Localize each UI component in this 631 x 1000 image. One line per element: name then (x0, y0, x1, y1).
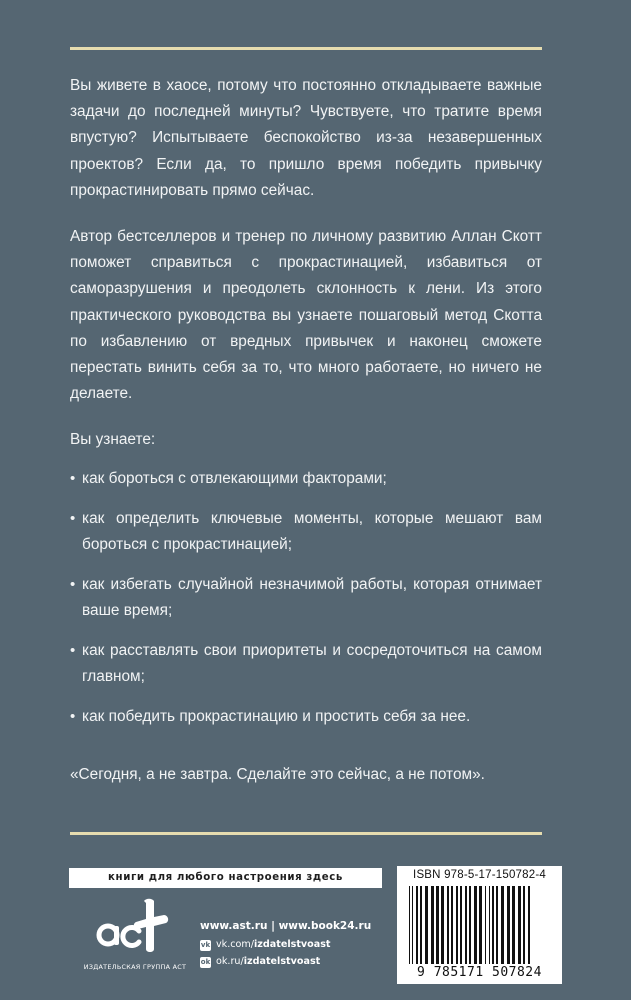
bullet-icon: • (70, 708, 76, 725)
bottom-rule (70, 832, 542, 835)
barcode-bar (431, 886, 434, 964)
benefits-list (70, 466, 542, 744)
list-item (70, 572, 542, 624)
tagline: книги для любого настроения здесь (69, 868, 382, 888)
closing-quote: «Сегодня, а не завтра. Сделайте это сейчас, а не потом». (70, 766, 485, 783)
list-item-text: как расставлять свои приоритеты и сосредоточиться на самом главном; (82, 642, 542, 685)
barcode-bar (425, 886, 428, 964)
barcode-bar (485, 886, 486, 964)
vk-icon: vk (200, 940, 211, 949)
ok-link[interactable] (200, 955, 371, 969)
bullet-icon: • (70, 510, 76, 527)
publisher-links (200, 917, 371, 969)
top-rule (70, 47, 542, 50)
barcode-bar (460, 886, 462, 964)
barcode-bar (492, 886, 494, 964)
publisher-name: ИЗДАТЕЛЬСКАЯ ГРУППА АСТ (83, 963, 187, 971)
list-item (70, 466, 542, 492)
barcode-bars (407, 886, 552, 964)
barcode-bar (512, 886, 515, 964)
list-item-text: как победить прокрастинацию и простить себя за нее. (82, 708, 471, 725)
barcode (397, 866, 562, 984)
vk-link[interactable] (200, 938, 371, 952)
list-item-text: как определить ключевые моменты, которые мешают вам бороться с прокрастинацией; (82, 510, 542, 553)
barcode-bar (518, 886, 521, 964)
barcode-digits: 9 785171 507824 (417, 965, 542, 980)
barcode-bar (496, 886, 498, 964)
links-separator: | (271, 920, 275, 932)
ok-prefix: ok.ru/ (216, 956, 244, 967)
bullet-icon: • (70, 642, 76, 659)
barcode-bar (465, 886, 467, 964)
barcode-bar (436, 886, 439, 964)
bullet-icon: • (70, 470, 76, 487)
list-item-text: как бороться с отвлекающими факторами; (82, 470, 387, 487)
publisher-logo (70, 895, 200, 990)
list-item (70, 638, 542, 690)
barcode-bar (523, 886, 525, 964)
barcode-bar (447, 886, 449, 964)
ok-handle: izdatelstvoast (243, 956, 321, 967)
ast-logo-icon (94, 895, 176, 957)
barcode-bar (409, 886, 410, 964)
bullet-icon: • (70, 576, 76, 593)
website-link-book24[interactable]: www.book24.ru (278, 920, 372, 932)
barcode-bar (420, 886, 422, 964)
barcode-bar (416, 886, 418, 964)
barcode-bar (479, 886, 482, 964)
website-link-ast[interactable]: www.ast.ru (200, 920, 268, 932)
list-item (70, 506, 542, 558)
barcode-bar (528, 886, 530, 964)
barcode-bar (501, 886, 504, 964)
isbn-label: ISBN 978-5-17-150782-4 (413, 869, 546, 881)
barcode-bar (474, 886, 477, 964)
barcode-bar (441, 886, 444, 964)
ok-icon: ok (200, 957, 211, 966)
vk-handle: izdatelstvoast (254, 939, 331, 950)
list-item (70, 704, 542, 730)
barcode-bar (456, 886, 458, 964)
vk-prefix: vk.com/ (216, 939, 255, 950)
list-item-text: как избегать случайной незначимой работы, которая отнимает ваше время; (82, 576, 542, 619)
barcode-bar (469, 886, 471, 964)
description-paragraph-2: Автор бестселлеров и тренер по личному развитию Аллан Скотт поможет справиться с прокрастинацией, избавиться от саморазрушения и преодолеть склонность к лени. Из этого практического руководства вы узнаете пошаговый метод Скотта по избавлению от вредных привычек и наконец сможете перестать винить себя за то, что много работаете, но ничего не делаете. (70, 228, 542, 403)
barcode-bar (412, 886, 413, 964)
barcode-bar (507, 886, 510, 964)
barcode-bar (451, 886, 453, 964)
description-paragraph-1: Вы живете в хаосе, потому что постоянно откладываете важные задачи до последней минуты? Чувствуете, что тратите время впустую? Испытываете беспокойство из-за незавершенных проектов? Если да, то пришло время победить привычку прокрастинировать прямо сейчас. (70, 77, 542, 199)
barcode-bar (489, 886, 490, 964)
learn-heading: Вы узнаете: (70, 431, 156, 448)
